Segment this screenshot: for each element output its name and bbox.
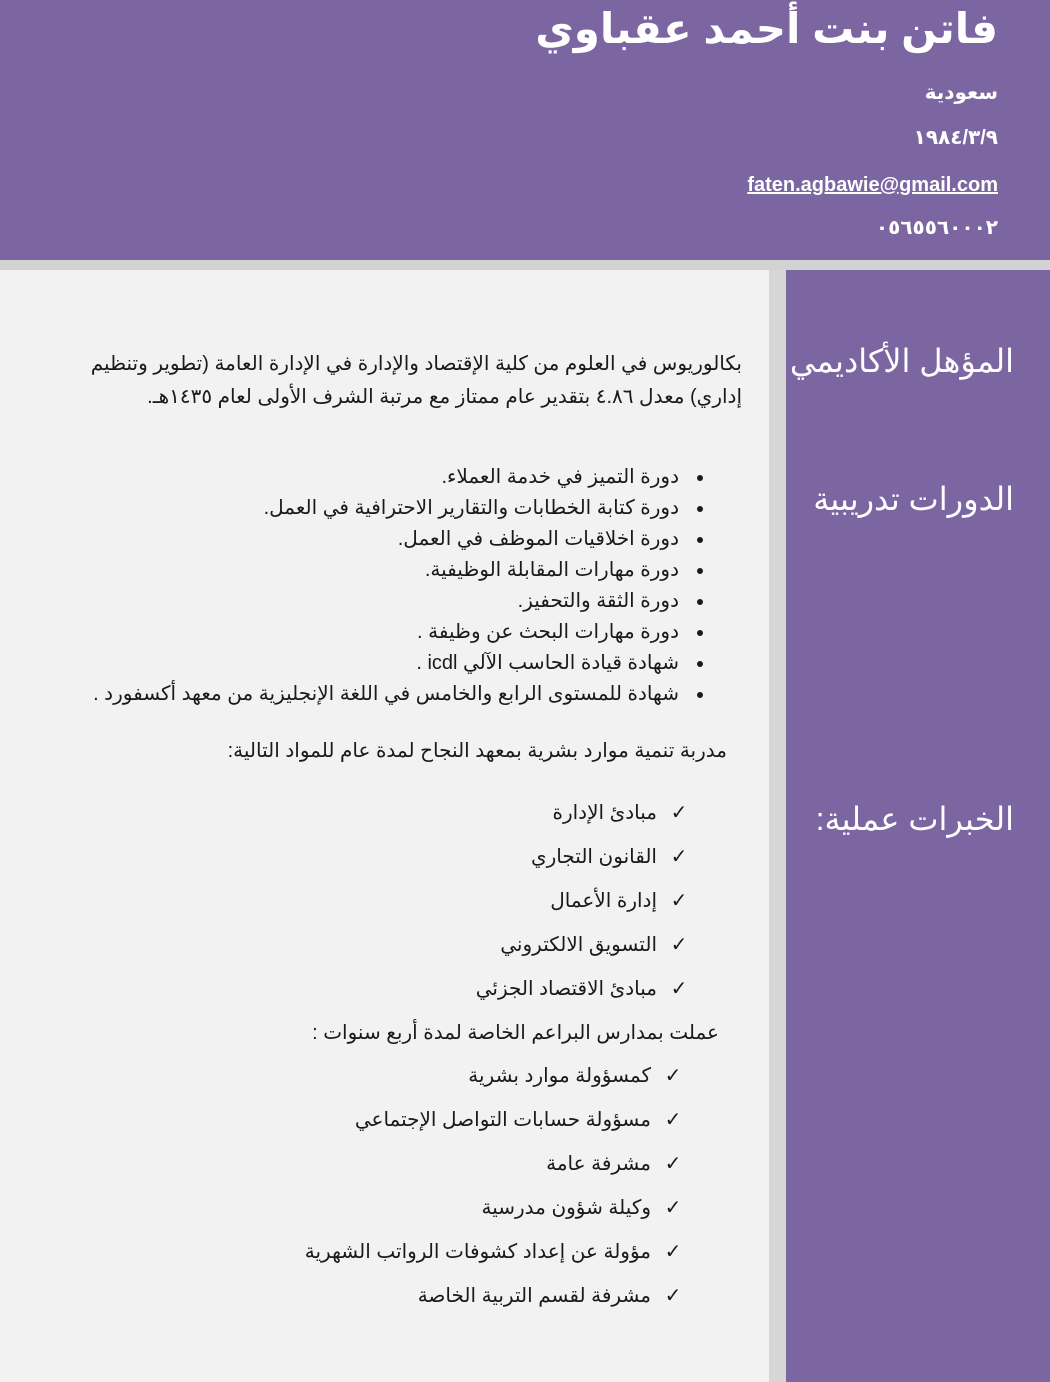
checkmark-icon: ✓	[664, 1153, 682, 1175]
education-line-1: بكالوريوس في العلوم من كلية الإقتصاد والإدارة في الإدارة العامة (تطوير وتنظيم	[90, 353, 742, 375]
role-label: كمسؤولة موارد بشرية	[468, 1065, 651, 1087]
education-section-title: المؤهل الأكاديمي	[789, 343, 1014, 379]
list-item: • دورة كتابة الخطابات والتقارير الاحترافية في العمل.	[93, 493, 685, 524]
header-divider	[0, 260, 1050, 270]
checkmark-icon: ✓	[664, 1197, 682, 1219]
subject-label: إدارة الأعمال	[550, 890, 657, 912]
checkmark-icon: ✓	[670, 934, 688, 956]
list-item	[476, 967, 693, 1011]
birth-date: ١٩٨٤/٣/٩	[913, 127, 998, 149]
list-item	[476, 923, 693, 967]
list-item: • دورة مهارات البحث عن وظيفة .	[93, 617, 685, 648]
role-label: وكيلة شؤون مدرسية	[481, 1197, 651, 1219]
list-item	[305, 1274, 687, 1318]
experience-section-title: الخبرات عملية:	[815, 801, 1014, 837]
main-content	[0, 270, 769, 1382]
checkmark-icon: ✓	[664, 1109, 682, 1131]
nationality: سعودية	[924, 82, 998, 104]
list-item	[305, 1230, 687, 1274]
role-label: مسؤولة حسابات التواصل الإجتماعي	[354, 1109, 651, 1131]
checkmark-icon: ✓	[664, 1065, 682, 1087]
subject-label: مبادئ الاقتصاد الجزئي	[475, 978, 657, 1000]
trainer-intro: مدربة تنمية موارد بشرية بمعهد النجاح لمدة عام للمواد التالية:	[227, 740, 727, 762]
checkmark-icon: ✓	[664, 1285, 682, 1307]
sidebar	[786, 270, 1050, 1382]
courses-section-title: الدورات تدريبية	[813, 481, 1014, 517]
list-item	[305, 1098, 687, 1142]
checkmark-icon: ✓	[670, 846, 688, 868]
sidebar-gap	[769, 270, 786, 1382]
header	[0, 0, 1050, 260]
subject-label: القانون التجاري	[530, 846, 657, 868]
list-item: • دورة مهارات المقابلة الوظيفية.	[93, 555, 685, 586]
education-line-2: إداري) معدل ٤.٨٦ بتقدير عام ممتاز مع مرتبة الشرف الأولى لعام ١٤٣٥هـ.	[147, 386, 742, 408]
checkmark-icon: ✓	[670, 978, 688, 1000]
checkmark-icon: ✓	[664, 1241, 682, 1263]
subject-label: التسويق الالكتروني	[500, 934, 657, 956]
checkmark-icon: ✓	[670, 890, 688, 912]
list-item: • دورة التميز في خدمة العملاء.	[93, 462, 685, 493]
list-item	[305, 1054, 687, 1098]
role-label: مشرفة عامة	[546, 1153, 651, 1175]
schools-intro: عملت بمدارس البراعم الخاصة لمدة أربع سنوات :	[312, 1022, 719, 1044]
checkmark-icon: ✓	[670, 802, 688, 824]
subject-label: مبادئ الإدارة	[552, 802, 657, 824]
courses-list	[93, 462, 709, 710]
list-item	[476, 791, 693, 835]
list-item: • شهادة قيادة الحاسب الآلي icdl .	[93, 648, 685, 679]
role-label: مشرفة لقسم التربية الخاصة	[417, 1285, 651, 1307]
list-item	[476, 879, 693, 923]
list-item	[305, 1186, 687, 1230]
phone-number: ٠٥٦٥٥٦٠٠٠٢	[875, 217, 998, 239]
list-item	[305, 1142, 687, 1186]
list-item: • دورة اخلاقيات الموظف في العمل.	[93, 524, 685, 555]
school-roles-list	[305, 1054, 687, 1318]
list-item: • دورة الثقة والتحفيز.	[93, 586, 685, 617]
role-label: مؤولة عن إعداد كشوفات الرواتب الشهرية	[304, 1241, 651, 1263]
education-text	[62, 348, 742, 414]
list-item	[476, 835, 693, 879]
candidate-name: فاتن بنت أحمد عقباوي	[535, 5, 998, 52]
trainer-subjects-list	[476, 791, 693, 1011]
list-item: • شهادة للمستوى الرابع والخامس في اللغة الإنجليزية من معهد أكسفورد .	[93, 679, 685, 710]
email-link[interactable]: faten.agbawie@gmail.com	[747, 174, 998, 196]
